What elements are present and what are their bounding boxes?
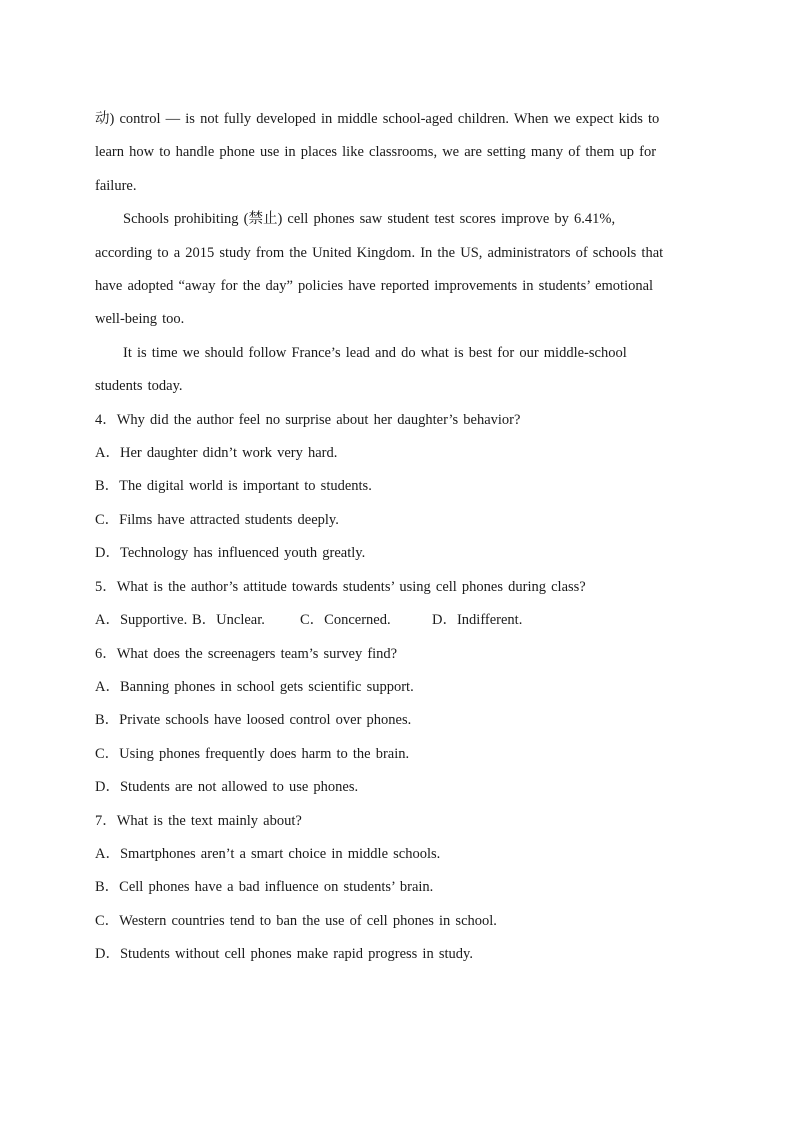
answer-option: C．Films have attracted students deeply. [95,511,339,528]
passage-line: have adopted “away for the day” policies have reported improvements in students’ emotional [95,278,654,295]
question-stem: 5．What is the author’s attitude towards students’ using cell phones during class? [95,578,586,595]
question-stem: 7．What is the text mainly about? [95,812,302,829]
answer-option: B．Cell phones have a bad influence on students’ brain. [95,879,434,896]
passage-paragraph-1 [95,103,700,203]
question-4 [95,404,700,571]
question-stem: 6．What does the screenagers team’s survey find? [95,645,398,662]
answer-option: D．Students are not allowed to use phones. [95,779,359,796]
passage-paragraph-2 [95,203,700,337]
answer-option: A．Supportive. [95,612,188,629]
passage-line: students today. [95,378,183,395]
answer-option: A．Smartphones aren’t a smart choice in middle schools. [95,845,441,862]
passage-line: failure. [95,177,137,194]
answer-option: B．The digital world is important to students. [95,478,372,495]
question-stem: 4．Why did the author feel no surprise about her daughter’s behavior? [95,411,521,428]
passage-line: 动) control — is not fully developed in middle school-aged children. When we expect kids to [95,111,660,127]
question-7 [95,805,700,972]
answer-option: A．Her daughter didn’t work very hard. [95,445,338,462]
answer-option: D．Students without cell phones make rapid progress in study. [95,946,473,963]
document-content [95,103,700,972]
answer-option: C．Concerned. [300,612,391,629]
answer-option: B．Unclear. [192,612,265,629]
question-6 [95,638,700,805]
passage-line: according to a 2015 study from the United Kingdom. In the US, administrators of schools that [95,244,664,261]
passage-line: well-being too. [95,311,185,328]
answer-option: C．Using phones frequently does harm to the brain. [95,745,410,762]
answer-option: D．Indifferent. [432,612,523,629]
answer-option: A．Banning phones in school gets scientific support. [95,678,414,695]
answer-option: C．Western countries tend to ban the use of cell phones in school. [95,912,497,929]
answer-options-row [95,604,700,637]
passage-line: It is time we should follow France’s lead and do what is best for our middle-school [123,344,627,361]
question-5 [95,571,700,638]
passage-line: learn how to handle phone use in places like classrooms, we are setting many of them up for [95,144,657,161]
passage-paragraph-3 [95,337,700,404]
passage-line: Schools prohibiting (禁止) cell phones saw student test scores improve by 6.41%, [123,211,616,228]
answer-option: B．Private schools have loosed control over phones. [95,712,412,729]
answer-option: D．Technology has influenced youth greatly. [95,545,366,562]
